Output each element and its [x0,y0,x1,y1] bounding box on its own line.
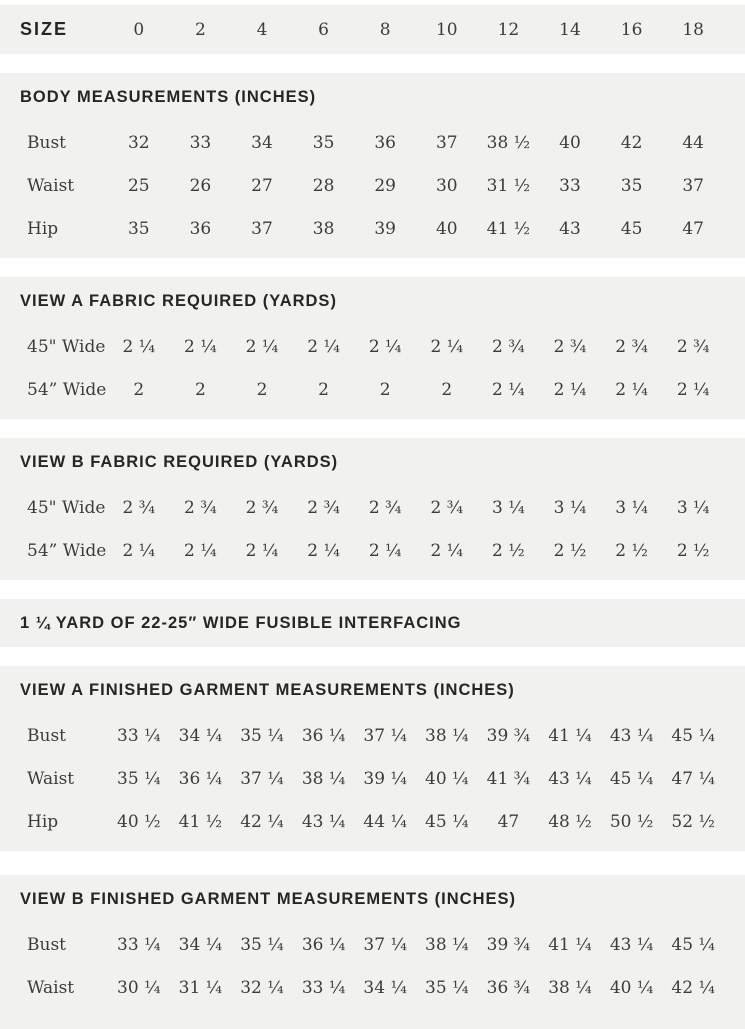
table-row [0,325,745,368]
measurement-cell: 2 ¼ [184,540,217,561]
measurement-cell: 2 ¼ [245,540,279,561]
measurement-cell: 2 ¼ [307,540,340,561]
measurement-cell: 40 ¼ [609,977,654,998]
measurement-cell: 26 [189,175,212,196]
measurement-cell: 2 ¾ [615,336,648,357]
measurement-cell: 3 ¼ [492,497,525,518]
measurement-cell: 31 ¼ [178,977,223,998]
row-label: Waist [27,768,75,789]
measurement-cell: 47 [682,218,704,239]
measurement-cell: 2 [379,379,391,400]
measurement-cell: 34 ¼ [178,934,223,955]
measurement-cell: 38 ¼ [301,768,346,789]
size-value: 12 [497,19,520,40]
measurement-cell: 31 ½ [486,175,531,196]
measurement-cell: 41 ¼ [548,725,592,746]
section-rows [0,923,745,1009]
size-value: 10 [435,19,458,40]
row-label: Waist [27,175,75,196]
measurement-cell: 28 [312,175,335,196]
measurement-cell: 41 ¼ [548,934,592,955]
measurement-cell: 43 ¼ [301,811,346,832]
measurement-cell: 37 [682,175,704,196]
measurement-cell: 33 [189,132,212,153]
table-row [0,757,745,800]
measurement-cell: 37 [435,132,458,153]
measurement-cell: 34 ¼ [178,725,223,746]
measurement-cell: 33 ¼ [117,725,161,746]
measurement-cell: 32 ¼ [240,977,284,998]
measurement-cell: 2 ¾ [245,497,279,518]
measurement-cell: 2 [133,379,145,400]
size-value: 0 [133,19,145,40]
measurement-cell: 41 ¾ [486,768,531,789]
measurement-cell: 3 ¼ [676,497,710,518]
size-label: SIZE [20,19,69,39]
measurement-cell: 30 [435,175,458,196]
measurement-cell: 3 ¼ [553,497,587,518]
measurement-cell: 2 ¾ [492,336,525,357]
section-title: VIEW B FINISHED GARMENT MEASUREMENTS (INCHES) [20,890,517,908]
measurement-cell: 35 [312,132,335,153]
measurement-cell: 39 [374,218,396,239]
measurement-cell: 45 ¼ [609,768,654,789]
size-chart-page [0,5,745,1029]
row-label: Bust [27,132,66,153]
size-value: 16 [620,19,643,40]
table-row [0,529,745,572]
measurement-cell: 36 ¼ [301,725,346,746]
measurement-cell: 44 [682,132,704,153]
size-value: 2 [194,19,206,40]
size-value: 14 [559,19,581,40]
section-title: VIEW A FINISHED GARMENT MEASUREMENTS (INCHES) [20,681,515,699]
measurement-cell: 50 ½ [609,811,654,832]
measurement-cell: 33 ¼ [117,934,161,955]
section-rows [0,714,745,843]
row-label: 54” Wide [27,379,107,400]
table-row [0,800,745,843]
measurement-cell: 40 [435,218,458,239]
measurement-cell: 35 ¼ [240,934,284,955]
size-header-grid [0,5,745,54]
measurement-cell: 47 [497,811,520,832]
measurement-cell: 37 ¼ [363,725,407,746]
row-label: Bust [27,934,66,955]
table-row [0,966,745,1009]
measurement-cell: 34 ¼ [363,977,407,998]
measurement-cell: 37 ¼ [240,768,284,789]
table-row [0,207,745,250]
measurement-cell: 32 [127,132,150,153]
section-body-measurements [0,73,745,258]
measurement-cell: 2 ¼ [430,336,464,357]
row-label: Waist [27,977,75,998]
measurement-cell: 40 [559,132,581,153]
measurement-cell: 42 [620,132,643,153]
measurement-cell: 41 ½ [178,811,223,832]
row-label: Hip [27,811,59,832]
measurement-cell: 2 ¼ [676,379,710,400]
section-title: VIEW B FABRIC REQUIRED (YARDS) [20,453,339,471]
measurement-cell: 39 ¾ [486,934,531,955]
section-title: 1 ¼ YARD OF 22-25″ WIDE FUSIBLE INTERFACING [20,614,462,632]
table-row [0,368,745,411]
section-interfacing-note [0,599,745,647]
section-view-b-fabric-required [0,438,745,580]
measurement-cell: 35 ¼ [240,725,284,746]
row-label: 45" Wide [27,336,106,357]
measurement-cell: 35 ¼ [425,977,469,998]
measurement-cell: 2 [194,379,206,400]
measurement-cell: 39 ¾ [486,725,531,746]
measurement-cell: 36 ¾ [486,977,531,998]
measurement-cell: 47 ¼ [671,768,715,789]
measurement-cell: 2 ¾ [676,336,710,357]
measurement-cell: 2 ¾ [307,497,340,518]
measurement-cell: 2 ¼ [184,336,217,357]
measurement-cell: 38 [312,218,335,239]
measurement-cell: 35 ¼ [117,768,161,789]
measurement-cell: 2 ¼ [368,540,402,561]
table-row [0,714,745,757]
measurement-cell: 2 ¼ [615,379,648,400]
section-view-b-finished-garment [0,875,745,1029]
measurement-cell: 42 ¼ [240,811,284,832]
table-row [0,164,745,207]
measurement-cell: 33 ¼ [301,977,346,998]
measurement-cell: 36 [374,132,396,153]
measurement-cell: 2 ½ [676,540,710,561]
measurement-cell: 29 [374,175,396,196]
measurement-cell: 38 ¼ [425,725,469,746]
measurement-cell: 43 [559,218,581,239]
measurement-cell: 2 ¼ [553,379,587,400]
measurement-cell: 33 [559,175,581,196]
measurement-cell: 3 ¼ [615,497,648,518]
measurement-cell: 2 ¾ [553,336,587,357]
measurement-cell: 2 ¼ [368,336,402,357]
measurement-cell: 40 ¼ [425,768,469,789]
section-rows [0,121,745,250]
size-value: 4 [256,19,268,40]
measurement-cell: 2 [256,379,268,400]
measurement-cell: 36 ¼ [301,934,346,955]
chart-sections [0,73,745,1029]
measurement-cell: 45 ¼ [425,811,469,832]
measurement-cell: 2 ¾ [184,497,217,518]
measurement-cell: 2 ½ [615,540,648,561]
measurement-cell: 2 ¾ [430,497,464,518]
measurement-cell: 25 [127,175,150,196]
measurement-cell: 2 ¼ [122,540,156,561]
measurement-cell: 2 ½ [553,540,587,561]
size-value: 8 [379,19,391,40]
measurement-cell: 45 ¼ [671,934,715,955]
section-title: BODY MEASUREMENTS (INCHES) [20,88,317,106]
row-label: 45" Wide [27,497,106,518]
section-rows [0,325,745,411]
measurement-cell: 2 [441,379,453,400]
measurement-cell: 27 [251,175,273,196]
measurement-cell: 48 ½ [548,811,592,832]
measurement-cell: 36 [189,218,212,239]
measurement-cell: 45 [620,218,643,239]
table-row [0,121,745,164]
measurement-cell: 37 [251,218,273,239]
measurement-cell: 43 ¼ [609,725,654,746]
table-row [0,923,745,966]
measurement-cell: 45 ¼ [671,725,715,746]
measurement-cell: 39 ¼ [363,768,407,789]
measurement-cell: 52 ½ [671,811,715,832]
size-value: 6 [318,19,329,40]
measurement-cell: 2 ¼ [307,336,340,357]
measurement-cell: 2 [318,379,329,400]
measurement-cell: 38 ¼ [425,934,469,955]
row-label: Bust [27,725,66,746]
measurement-cell: 43 ¼ [609,934,654,955]
measurement-cell: 2 ¼ [245,336,279,357]
measurement-cell: 2 ¼ [492,379,525,400]
section-title: VIEW A FABRIC REQUIRED (YARDS) [20,292,337,310]
measurement-cell: 37 ¼ [363,934,407,955]
measurement-cell: 40 ½ [117,811,161,832]
measurement-cell: 35 [620,175,643,196]
measurement-cell: 36 ¼ [178,768,223,789]
size-header-row [0,5,745,54]
measurement-cell: 38 ½ [486,132,531,153]
section-view-a-finished-garment [0,666,745,851]
measurement-cell: 43 ¼ [548,768,592,789]
measurement-cell: 2 ¼ [122,336,156,357]
measurement-cell: 2 ¾ [122,497,156,518]
measurement-cell: 2 ¾ [368,497,402,518]
measurement-cell: 38 ¼ [548,977,592,998]
measurement-cell: 30 ¼ [117,977,161,998]
row-label: Hip [27,218,59,239]
size-value: 18 [682,19,704,40]
row-label: 54” Wide [27,540,107,561]
measurement-cell: 2 ¼ [430,540,464,561]
measurement-cell: 41 ½ [486,218,531,239]
measurement-cell: 34 [251,132,273,153]
measurement-cell: 2 ½ [492,540,525,561]
table-row [0,486,745,529]
measurement-cell: 42 ¼ [671,977,715,998]
measurement-cell: 44 ¼ [363,811,407,832]
measurement-cell: 35 [127,218,150,239]
section-view-a-fabric-required [0,277,745,419]
section-rows [0,486,745,572]
